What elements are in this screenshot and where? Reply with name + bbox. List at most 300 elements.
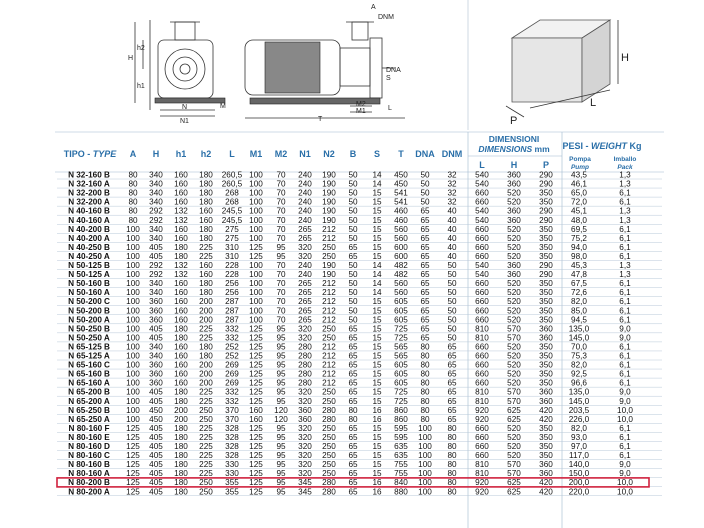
table-cell: 50 bbox=[348, 288, 358, 298]
table-cell: 95 bbox=[276, 387, 286, 397]
table-cell: 50 bbox=[447, 279, 457, 289]
table-cell: 15 bbox=[372, 451, 382, 461]
column-header: B bbox=[349, 149, 357, 159]
table-cell: 160 bbox=[174, 369, 188, 379]
table-cell: 520 bbox=[507, 288, 521, 298]
table-cell: 80 bbox=[447, 451, 457, 461]
table-cell: 265 bbox=[298, 315, 312, 325]
table-cell: 6,1 bbox=[619, 197, 631, 207]
table-cell: 80 bbox=[128, 179, 138, 189]
table-cell: 420 bbox=[539, 487, 553, 497]
table-cell: 65 bbox=[348, 342, 358, 352]
table-cell: 80 bbox=[447, 423, 457, 433]
table-cell: 125 bbox=[249, 396, 263, 406]
table-cell: 100 bbox=[126, 242, 140, 252]
table-cell: 65 bbox=[447, 369, 457, 379]
row-model: N 40-160 A bbox=[68, 215, 110, 225]
table-cell: 660 bbox=[475, 188, 489, 198]
table-cell: 880 bbox=[394, 487, 408, 497]
row-model: N 65-160 B bbox=[68, 369, 110, 379]
table-cell: 212 bbox=[322, 315, 336, 325]
table-cell: 360 bbox=[539, 396, 553, 406]
table-cell: 135,0 bbox=[568, 387, 590, 397]
table-cell: 840 bbox=[394, 478, 408, 488]
table-cell: 180 bbox=[174, 387, 188, 397]
table-cell: 15 bbox=[372, 251, 382, 261]
table-cell: 100 bbox=[418, 487, 432, 497]
table-cell: 10,0 bbox=[617, 478, 633, 488]
table-cell: 240 bbox=[298, 206, 312, 216]
table-cell: 160 bbox=[174, 224, 188, 234]
table-cell: 605 bbox=[394, 297, 408, 307]
table-cell: 240 bbox=[298, 197, 312, 207]
table-cell: 350 bbox=[539, 306, 553, 316]
table-cell: 6,1 bbox=[619, 288, 631, 298]
table-cell: 100 bbox=[126, 306, 140, 316]
table-cell: 50 bbox=[447, 333, 457, 343]
table-cell: 10,0 bbox=[617, 414, 633, 424]
row-model: N 80-160 D bbox=[68, 442, 110, 451]
table-cell: 225 bbox=[199, 469, 213, 479]
table-cell: 245,5 bbox=[221, 206, 243, 216]
table-cell: 15 bbox=[372, 432, 382, 442]
table-cell: 6,1 bbox=[619, 224, 631, 234]
table-cell: 100 bbox=[249, 224, 263, 234]
table-cell: 755 bbox=[394, 469, 408, 479]
table-cell: 50 bbox=[348, 170, 358, 180]
drawing-label: h2 bbox=[137, 45, 145, 52]
table-row bbox=[57, 198, 662, 207]
table-cell: 340 bbox=[149, 224, 163, 234]
table-cell: 212 bbox=[322, 351, 336, 361]
table-cell: 570 bbox=[507, 333, 521, 343]
table-cell: 80 bbox=[420, 342, 430, 352]
table-cell: 100 bbox=[418, 432, 432, 442]
table-cell: 350 bbox=[539, 297, 553, 307]
table-cell: 250 bbox=[322, 442, 336, 451]
table-cell: 605 bbox=[394, 378, 408, 388]
table-cell: 520 bbox=[507, 451, 521, 461]
table-cell: 405 bbox=[149, 242, 163, 252]
table-cell: 240 bbox=[298, 270, 312, 280]
table-cell: 280 bbox=[322, 405, 336, 415]
table-cell: 860 bbox=[394, 405, 408, 415]
row-model: N 50-125 B bbox=[68, 261, 110, 270]
table-cell: 72,6 bbox=[571, 288, 587, 298]
table-cell: 540 bbox=[475, 206, 489, 216]
table-cell: 70,0 bbox=[571, 342, 587, 352]
table-cell: 40 bbox=[447, 242, 457, 252]
table-cell: 70 bbox=[276, 306, 286, 316]
table-cell: 14 bbox=[372, 270, 382, 280]
table-cell: 810 bbox=[475, 333, 489, 343]
table-cell: 65 bbox=[420, 242, 430, 252]
table-cell: 541 bbox=[394, 188, 408, 198]
table-cell: 360 bbox=[539, 460, 553, 470]
table-cell: 65 bbox=[348, 369, 358, 379]
table-cell: 15 bbox=[372, 360, 382, 370]
table-cell: 65 bbox=[348, 324, 358, 334]
table-cell: 810 bbox=[475, 324, 489, 334]
table-cell: 1,3 bbox=[619, 206, 631, 216]
table-cell: 125 bbox=[126, 478, 140, 488]
table-cell: 660 bbox=[475, 342, 489, 352]
table-cell: 520 bbox=[507, 351, 521, 361]
drawing-label: M2 bbox=[356, 101, 366, 108]
table-cell: 145,0 bbox=[568, 333, 590, 343]
table-cell: 95 bbox=[276, 423, 286, 433]
table-cell: 360 bbox=[298, 405, 312, 415]
table-cell: 540 bbox=[475, 261, 489, 270]
table-cell: 32 bbox=[447, 197, 457, 207]
table-cell: 40 bbox=[447, 233, 457, 243]
table-cell: 1,3 bbox=[619, 215, 631, 225]
table-cell: 460 bbox=[394, 206, 408, 216]
table-cell: 48,0 bbox=[571, 215, 587, 225]
table-cell: 265 bbox=[298, 224, 312, 234]
column-header: L bbox=[229, 149, 235, 159]
table-cell: 6,1 bbox=[619, 297, 631, 307]
table-cell: 65 bbox=[420, 270, 430, 280]
row-model: N 40-250 A bbox=[68, 251, 110, 261]
table-cell: 250 bbox=[322, 251, 336, 261]
table-cell: 15 bbox=[372, 224, 382, 234]
table-row bbox=[57, 379, 662, 388]
table-cell: 190 bbox=[322, 197, 336, 207]
table-cell: 180 bbox=[174, 469, 188, 479]
table-cell: 15 bbox=[372, 306, 382, 316]
table-cell: 132 bbox=[174, 206, 188, 216]
table-row bbox=[57, 207, 662, 216]
table-cell: 65 bbox=[348, 487, 358, 497]
table-cell: 320 bbox=[298, 324, 312, 334]
header-pump: Pump bbox=[570, 164, 590, 171]
table-cell: 520 bbox=[507, 188, 521, 198]
header-dimensions-unit: mm bbox=[532, 144, 550, 154]
table-cell: 15 bbox=[372, 188, 382, 198]
header-tipo bbox=[64, 149, 118, 159]
table-cell: 520 bbox=[507, 306, 521, 316]
table-cell: 65 bbox=[420, 233, 430, 243]
table-cell: 290 bbox=[539, 270, 553, 280]
table-cell: 280 bbox=[298, 378, 312, 388]
table-cell: 100 bbox=[126, 396, 140, 406]
table-cell: 125 bbox=[249, 342, 263, 352]
table-cell: 320 bbox=[298, 387, 312, 397]
header-pompa: Pompa bbox=[569, 156, 591, 163]
table-cell: 660 bbox=[475, 315, 489, 325]
table-cell: 212 bbox=[322, 297, 336, 307]
table-row bbox=[57, 342, 662, 351]
table-cell: 350 bbox=[539, 242, 553, 252]
table-row bbox=[57, 315, 662, 324]
table-cell: 80 bbox=[128, 206, 138, 216]
table-cell: 45,1 bbox=[571, 206, 587, 216]
table-cell: 93,0 bbox=[571, 432, 587, 442]
table-cell: 69,5 bbox=[571, 224, 587, 234]
table-cell: 65 bbox=[447, 351, 457, 361]
table-cell: 80 bbox=[420, 396, 430, 406]
table-cell: 65 bbox=[447, 360, 457, 370]
table-cell: 420 bbox=[539, 414, 553, 424]
table-cell: 50 bbox=[348, 279, 358, 289]
table-cell: 80 bbox=[447, 442, 457, 451]
table-row bbox=[57, 324, 662, 333]
table-cell: 190 bbox=[322, 270, 336, 280]
column-header: h2 bbox=[200, 149, 212, 159]
table-cell: 70 bbox=[276, 261, 286, 270]
table-cell: 40 bbox=[447, 206, 457, 216]
table-cell: 80 bbox=[447, 432, 457, 442]
table-cell: 725 bbox=[394, 324, 408, 334]
table-cell: 570 bbox=[507, 460, 521, 470]
table-cell: 100 bbox=[126, 414, 140, 424]
table-row bbox=[57, 297, 662, 306]
table-cell: 132 bbox=[174, 270, 188, 280]
table-cell: 160 bbox=[199, 270, 213, 280]
table-cell: 180 bbox=[174, 251, 188, 261]
table-cell: 225 bbox=[199, 324, 213, 334]
table-cell: 180 bbox=[199, 197, 213, 207]
table-cell: 200 bbox=[199, 378, 213, 388]
table-cell: 595 bbox=[394, 423, 408, 433]
table-cell: 95 bbox=[276, 342, 286, 352]
table-cell: 6,1 bbox=[619, 306, 631, 316]
table-cell: 405 bbox=[149, 451, 163, 461]
table-cell: 360 bbox=[298, 414, 312, 424]
table-cell: 269 bbox=[225, 378, 239, 388]
table-cell: 180 bbox=[174, 478, 188, 488]
table-cell: 140,0 bbox=[568, 460, 590, 470]
table-cell: 180 bbox=[199, 351, 213, 361]
table-cell: 65 bbox=[447, 387, 457, 397]
table-cell: 200 bbox=[199, 360, 213, 370]
table-cell: 660 bbox=[475, 233, 489, 243]
table-cell: 625 bbox=[507, 414, 521, 424]
table-cell: 6,1 bbox=[619, 378, 631, 388]
table-cell: 15 bbox=[372, 233, 382, 243]
table-cell: 82,0 bbox=[571, 360, 587, 370]
table-cell: 225 bbox=[199, 396, 213, 406]
table-cell: 94,0 bbox=[571, 242, 587, 252]
table-cell: 332 bbox=[225, 396, 239, 406]
table-cell: 65 bbox=[447, 396, 457, 406]
table-cell: 520 bbox=[507, 242, 521, 252]
table-cell: 920 bbox=[475, 414, 489, 424]
table-cell: 100 bbox=[126, 288, 140, 298]
table-cell: 660 bbox=[475, 451, 489, 461]
table-cell: 50 bbox=[348, 197, 358, 207]
table-cell: 65 bbox=[420, 315, 430, 325]
table-cell: 16 bbox=[372, 478, 382, 488]
table-cell: 47,8 bbox=[571, 270, 587, 280]
table-cell: 292 bbox=[149, 270, 163, 280]
table-cell: 200 bbox=[174, 405, 188, 415]
column-header: DNM bbox=[441, 149, 463, 159]
table-cell: 250 bbox=[322, 333, 336, 343]
table-cell: 50 bbox=[348, 315, 358, 325]
column-header: H bbox=[510, 160, 518, 170]
table-cell: 95 bbox=[276, 251, 286, 261]
table-cell: 252 bbox=[225, 351, 239, 361]
table-cell: 160 bbox=[174, 360, 188, 370]
table-cell: 32 bbox=[447, 179, 457, 189]
table-cell: 260,5 bbox=[221, 179, 243, 189]
table-cell: 160 bbox=[174, 315, 188, 325]
table-cell: 50 bbox=[447, 288, 457, 298]
table-cell: 65 bbox=[420, 279, 430, 289]
row-model: N 80-160 C bbox=[68, 451, 110, 461]
table-cell: 65 bbox=[420, 251, 430, 261]
drawing-label: S bbox=[386, 75, 391, 82]
table-cell: 570 bbox=[507, 324, 521, 334]
table-cell: 340 bbox=[149, 179, 163, 189]
table-cell: 150,0 bbox=[568, 469, 590, 479]
table-cell: 65 bbox=[348, 387, 358, 397]
header-pesi bbox=[562, 141, 641, 151]
row-model: N 50-200 C bbox=[68, 297, 110, 307]
table-cell: 360 bbox=[539, 324, 553, 334]
table-cell: 520 bbox=[507, 251, 521, 261]
table-cell: 280 bbox=[298, 351, 312, 361]
table-cell: 360 bbox=[539, 469, 553, 479]
table-cell: 50 bbox=[447, 324, 457, 334]
table-cell: 40 bbox=[447, 215, 457, 225]
table-cell: 350 bbox=[539, 442, 553, 451]
table-cell: 180 bbox=[174, 460, 188, 470]
table-cell: 50 bbox=[348, 297, 358, 307]
table-cell: 635 bbox=[394, 451, 408, 461]
table-cell: 180 bbox=[174, 324, 188, 334]
table-cell: 70 bbox=[276, 270, 286, 280]
drawing-label: DNA bbox=[386, 67, 401, 74]
table-row bbox=[57, 279, 662, 288]
table-cell: 212 bbox=[322, 360, 336, 370]
column-header: H bbox=[152, 149, 160, 159]
table-cell: 65 bbox=[420, 306, 430, 316]
table-cell: 355 bbox=[225, 487, 239, 497]
table-cell: 50 bbox=[447, 270, 457, 280]
table-cell: 320 bbox=[298, 242, 312, 252]
table-cell: 6,1 bbox=[619, 251, 631, 261]
table-cell: 520 bbox=[507, 342, 521, 352]
table-cell: 260,5 bbox=[221, 170, 243, 180]
table-cell: 95 bbox=[276, 324, 286, 334]
table-cell: 200 bbox=[199, 369, 213, 379]
table-cell: 250 bbox=[199, 414, 213, 424]
table-cell: 212 bbox=[322, 342, 336, 352]
table-cell: 9,0 bbox=[619, 460, 631, 470]
table-cell: 860 bbox=[394, 414, 408, 424]
table-cell: 405 bbox=[149, 442, 163, 451]
table-cell: 125 bbox=[249, 360, 263, 370]
table-cell: 328 bbox=[225, 442, 239, 451]
table-cell: 350 bbox=[539, 369, 553, 379]
table-cell: 180 bbox=[199, 224, 213, 234]
table-cell: 482 bbox=[394, 270, 408, 280]
column-header: DNA bbox=[415, 149, 435, 159]
table-cell: 160 bbox=[199, 206, 213, 216]
table-cell: 420 bbox=[539, 478, 553, 488]
table-cell: 405 bbox=[149, 469, 163, 479]
table-cell: 65 bbox=[348, 442, 358, 451]
table-cell: 180 bbox=[174, 432, 188, 442]
table-cell: 70 bbox=[276, 224, 286, 234]
table-cell: 570 bbox=[507, 469, 521, 479]
table-cell: 180 bbox=[199, 288, 213, 298]
table-row bbox=[57, 288, 662, 297]
header-dimensioni: DIMENSIONI bbox=[488, 134, 540, 144]
header-tipo-it: TIPO - bbox=[63, 149, 93, 159]
table-cell: 212 bbox=[322, 224, 336, 234]
row-model: N 65-125 A bbox=[68, 351, 110, 361]
table-cell: 1,3 bbox=[619, 179, 631, 189]
header-imballo: Imballo bbox=[613, 156, 637, 163]
table-cell: 15 bbox=[372, 378, 382, 388]
table-cell: 240 bbox=[298, 170, 312, 180]
table-cell: 660 bbox=[475, 197, 489, 207]
table-cell: 290 bbox=[539, 179, 553, 189]
table-cell: 250 bbox=[322, 387, 336, 397]
table-cell: 212 bbox=[322, 378, 336, 388]
table-cell: 9,0 bbox=[619, 469, 631, 479]
table-cell: 100 bbox=[249, 188, 263, 198]
table-cell: 280 bbox=[298, 342, 312, 352]
table-cell: 100 bbox=[249, 170, 263, 180]
table-cell: 625 bbox=[507, 487, 521, 497]
table-cell: 95 bbox=[276, 351, 286, 361]
table-cell: 275 bbox=[225, 224, 239, 234]
table-cell: 560 bbox=[394, 279, 408, 289]
table-cell: 125 bbox=[249, 387, 263, 397]
table-cell: 810 bbox=[475, 460, 489, 470]
table-cell: 15 bbox=[372, 387, 382, 397]
table-cell: 520 bbox=[507, 197, 521, 207]
table-cell: 280 bbox=[322, 478, 336, 488]
table-cell: 212 bbox=[322, 306, 336, 316]
table-cell: 660 bbox=[475, 378, 489, 388]
table-cell: 180 bbox=[199, 188, 213, 198]
table-cell: 125 bbox=[249, 451, 263, 461]
column-header: N1 bbox=[299, 149, 311, 159]
table-cell: 725 bbox=[394, 387, 408, 397]
table-cell: 180 bbox=[199, 233, 213, 243]
table-cell: 6,1 bbox=[619, 279, 631, 289]
table-cell: 360 bbox=[507, 179, 521, 189]
table-cell: 292 bbox=[149, 261, 163, 270]
table-cell: 330 bbox=[225, 460, 239, 470]
table-cell: 240 bbox=[298, 188, 312, 198]
table-cell: 75,2 bbox=[571, 233, 587, 243]
table-cell: 80 bbox=[128, 188, 138, 198]
row-model: N 32-160 A bbox=[68, 179, 110, 189]
table-cell: 82,0 bbox=[571, 297, 587, 307]
table-cell: 250 bbox=[322, 423, 336, 433]
table-cell: 540 bbox=[475, 179, 489, 189]
table-cell: 160 bbox=[174, 378, 188, 388]
table-cell: 80 bbox=[348, 405, 358, 415]
table-cell: 65 bbox=[420, 206, 430, 216]
table-cell: 280 bbox=[322, 414, 336, 424]
table-cell: 350 bbox=[539, 251, 553, 261]
table-row bbox=[57, 469, 662, 478]
table-cell: 320 bbox=[298, 451, 312, 461]
table-cell: 50 bbox=[447, 261, 457, 270]
table-cell: 520 bbox=[507, 233, 521, 243]
table-cell: 225 bbox=[199, 387, 213, 397]
table-cell: 180 bbox=[199, 179, 213, 189]
table-cell: 360 bbox=[149, 378, 163, 388]
